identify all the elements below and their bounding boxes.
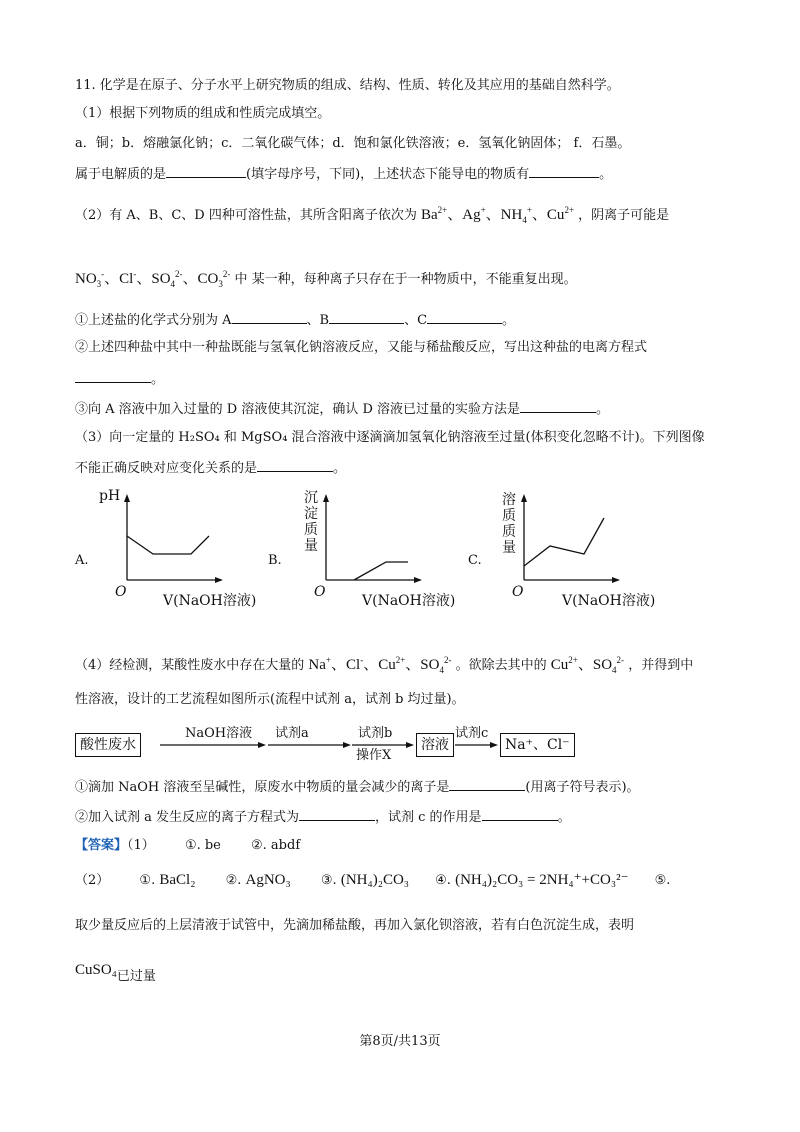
- answer-blank[interactable]: [166, 163, 246, 178]
- answer-blank[interactable]: [75, 368, 151, 383]
- flow-step4-label: 试剂c: [455, 726, 489, 741]
- ion-list-present: Na+、Cl-、$Cu^{2+}$、$SO_4^{2-}$: [308, 655, 452, 675]
- answer-line4: CuSO₄已过量: [75, 962, 156, 984]
- answer-line3: 取少量反应后的上层清液于试管中，先滴加稀盐酸，再加入氯化钡溶液，若有白色沉淀生成，表明: [75, 918, 635, 933]
- part4-heading: （4）经检测，某酸性废水中存在大量的 Na+、Cl-、$Cu^{2+}$、$SO_4^{2-}$ 。欲除去其中的 $Cu^{2+}$、$SO_4^{2-}$ ，并得到中: [75, 655, 694, 675]
- part1-items: a．铜；b．熔融氯化钠；c．二氧化碳气体；d．饱和氯化铁溶液；e．氢氧化钠固体； f．石墨。: [75, 136, 631, 151]
- part2-anions-line: $NO_3^-$、Cl-、$SO_4^{2-}$、$CO_3^{2-}$ 中 某一种，每种离子只存在于一种物质中，不能重复出现。: [75, 269, 577, 289]
- part4-q2: ②加入试剂 a 发生反应的离子方程式为 ，试剂 c 的作用是 。: [75, 806, 571, 828]
- graph-a-xlabel: V(NaOH溶液): [163, 593, 257, 609]
- ion-list-remove: $Cu^{2+}$、$SO_4^{2-}$: [550, 655, 625, 675]
- answer-blank[interactable]: [482, 806, 558, 821]
- part1-fill-line: 属于电解质的是 (填字母序号，下同)，上述状态下能导电的物质有 。: [75, 163, 612, 185]
- graph-b-y-arrow: [323, 494, 329, 502]
- part2-q2-blank-line: 。: [75, 368, 164, 390]
- answer-blank[interactable]: [329, 309, 404, 324]
- graph-b: [268, 488, 468, 613]
- flow-arrowhead-2: [343, 742, 351, 748]
- graph-a-ylabel: pH: [99, 488, 121, 504]
- graph-c-y-arrow: [521, 494, 527, 502]
- graph-c-ylabel: 溶 质 质 量: [502, 492, 516, 556]
- part2-q3: ③向 A 溶液中加入过量的 D 溶液使其沉淀，确认 D 溶液已过量的实验方法是 。: [75, 398, 609, 420]
- anion-list: $NO_3^-$、Cl-、$SO_4^{2-}$、$CO_3^{2-}$: [75, 269, 231, 289]
- answer-line1: 【答案】（1） ①. be ②. abdf: [75, 838, 301, 853]
- part2-heading: （2）有 A、B、C、D 四种可溶性盐，其所含阳离子依次为 $Ba^{2+}$、Ag+、$NH_4^+$、$Cu^{2+}$ ，阴离子可能是: [75, 205, 670, 225]
- flow-arrowhead-1: [258, 742, 266, 748]
- graph-c-origin: O: [512, 584, 524, 600]
- flow-step3-bottom-label: 操作X: [356, 748, 392, 763]
- part4-line2: 性溶液，设计的工艺流程如图所示(流程中试剂 a，试剂 b 均过量)。: [75, 692, 465, 707]
- graph-a-curve: [127, 536, 209, 554]
- part2-q2: ②上述四种盐中其中一种盐既能与氢氧化钠溶液反应，又能与稀盐酸反应，写出这种盐的电离方程式: [75, 340, 648, 355]
- graph-b-curve: [354, 562, 408, 580]
- answer-blank[interactable]: [427, 309, 502, 324]
- part2-q1: ①上述盐的化学式分别为 A 、B 、C 。: [75, 309, 515, 331]
- answer-blank[interactable]: [257, 457, 333, 472]
- graph-a-origin: O: [115, 584, 127, 600]
- graph-a-y-arrow: [124, 494, 130, 502]
- answer-tag: 【答案】: [75, 838, 128, 853]
- question-intro: 11. 化学是在原子、分子水平上研究物质的组成、结构、性质、转化及其应用的基础自然科学。: [75, 78, 620, 93]
- flow-mid-box: 溶液: [416, 733, 454, 757]
- part3-line2: 不能正确反映对应变化关系的是 。: [75, 457, 346, 479]
- graph-b-xlabel: V(NaOH溶液): [362, 593, 456, 609]
- part4-q1: ①滴加 NaOH 溶液至呈碱性，原废水中物质的量会减少的离子是 (用离子符号表示)。: [75, 776, 640, 798]
- flow-start-box: 酸性废水: [75, 733, 141, 757]
- flow-step2-label: 试剂a: [275, 726, 309, 741]
- flow-arrowhead-4: [490, 742, 498, 748]
- flow-arrows: [0, 726, 800, 766]
- flow-end-box: Na⁺、Cl⁻: [500, 733, 575, 757]
- graph-c-x-arrow: [612, 577, 620, 583]
- graph-a-label: A.: [75, 553, 89, 568]
- graph-c-label: C.: [468, 553, 482, 568]
- graph-b-x-arrow: [414, 577, 422, 583]
- graph-b-origin: O: [314, 584, 326, 600]
- graph-a-x-arrow: [215, 577, 223, 583]
- graph-c: [468, 488, 668, 613]
- answer-blank[interactable]: [520, 398, 596, 413]
- answer-blank[interactable]: [529, 163, 599, 178]
- flow-arrowhead-3: [406, 742, 414, 748]
- page-footer: 第8页/共13页: [359, 1034, 441, 1049]
- graph-b-plot: [268, 488, 468, 588]
- answer-blank[interactable]: [299, 806, 375, 821]
- answer-blank[interactable]: [232, 309, 307, 324]
- cation-list: $Ba^{2+}$、Ag+、$NH_4^+$、$Cu^{2+}$: [421, 205, 575, 225]
- graph-a-plot: [75, 488, 275, 588]
- part1-heading: （1）根据下列物质的组成和性质完成填空。: [75, 106, 331, 121]
- graph-b-ylabel: 沉 淀 质 量: [304, 490, 318, 554]
- graph-b-label: B.: [268, 553, 282, 568]
- flow-step1-label: NaOH溶液: [185, 726, 253, 741]
- graph-c-plot: [468, 488, 668, 588]
- graph-c-xlabel: V(NaOH溶液): [562, 593, 656, 609]
- graph-c-curve: [524, 518, 604, 566]
- graph-a: [75, 488, 275, 613]
- part3-line1: （3）向一定量的 H₂SO₄ 和 MgSO₄ 混合溶液中逐滴滴加氢氧化钠溶液至过量(体积变化忽略不计)。下列图像: [75, 430, 705, 445]
- answer-blank[interactable]: [449, 776, 525, 791]
- answer-line2: （2） ①. BaCl₂ ②. AgNO₃ ③. (NH₄)₂CO₃ ④. (NH₄)₂CO₃ = 2NH₄⁺+CO₃²⁻ ⑤.: [75, 872, 671, 888]
- flow-step3-top-label: 试剂b: [358, 726, 393, 741]
